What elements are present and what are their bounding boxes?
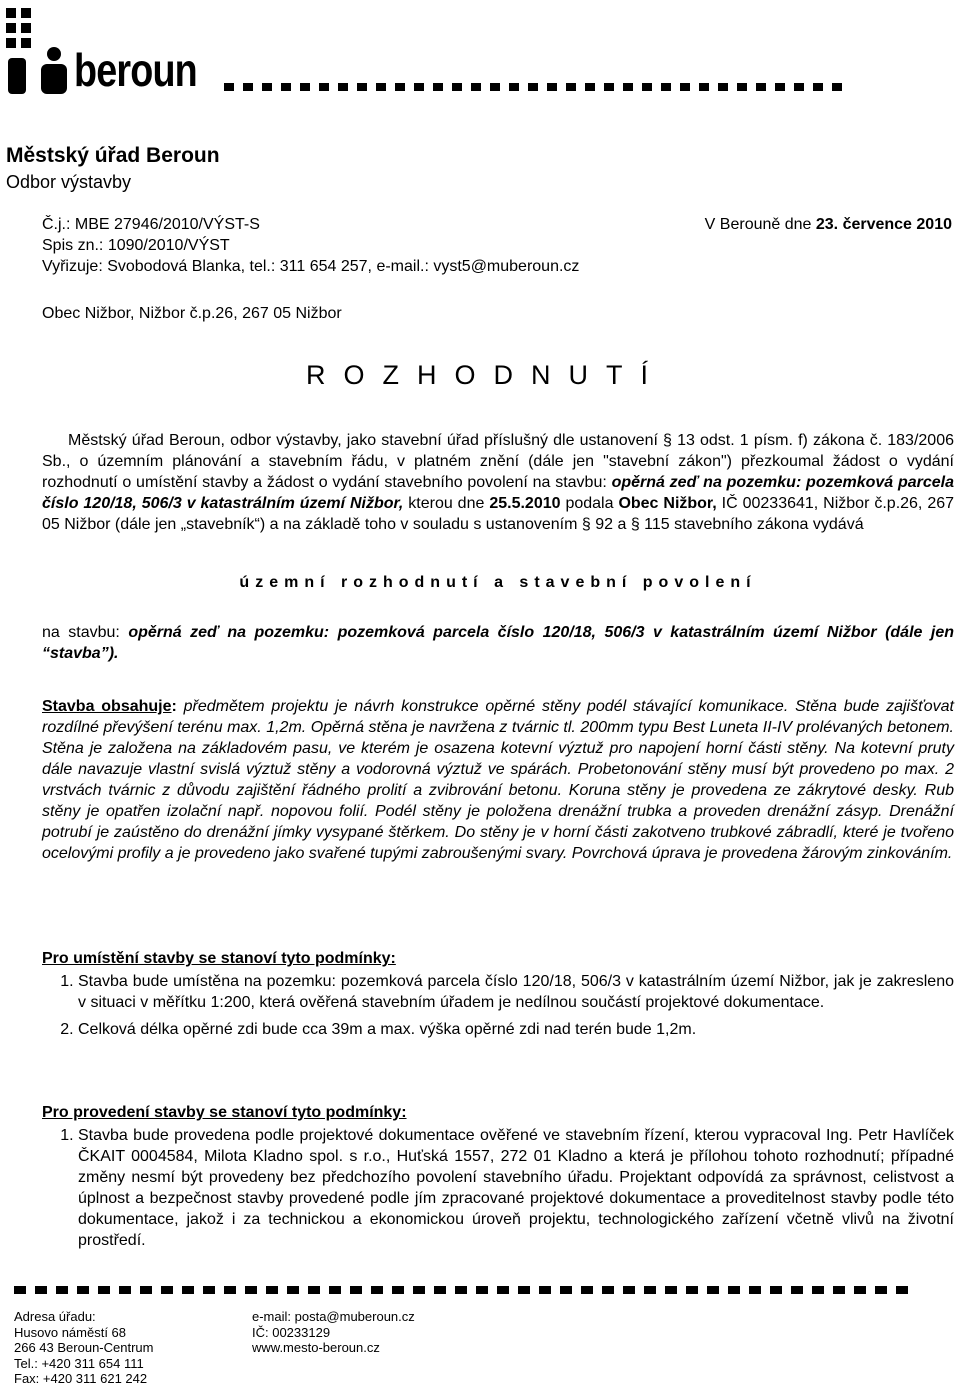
intro-building: opěrná zeď na pozemku: pozemková parcela číslo 120/18, 506/3 v katastrálním území Nižbor,	[42, 474, 955, 512]
stavba-obsahuje-text: předmětem projektu je návrh konstrukce opěrné stěny podél stávající komunikace. Stěna bude zajišťovat rozdílné převýšení terénu max. 1,2m. Opěrná stěna je navržena z tvárnic tl. 200mm typu Best Luneta II-IV prolévaných betonem. Stěna je založena na základovém pasu, ve kterém je osazena kotevní výztuž pro napojení horní části stěny. Na kotevní pruty dále navazuje vlastní svislá výztuž stěny a vodorovná výztuž ve spárách. Probetonování stěny musí být provedeno po max. 2 vrstvách tvárnic z důvodu zajištění řádného prolití a zvibrování betonu. Koruna stěny je provedena ze zákrytové desky. Rub stěny je opatřen izolační např. nopovou folií. Podél stěny je položena drenážní trubka a proveden drenážní zásyp. Drenážní potrubí je zaústěno do drenážní jímky vysypané štěrkem. Do stěny je v horní části zakotveno trubkové zábradlí, které je tvořeno ocelovými profily a je provedeno jako svařené tupými zabroušenými svary. Povrchová úprava je provedena žárovým zinkováním.	[42, 698, 955, 862]
intro-text-6: 92 a	[590, 516, 627, 533]
list-item: 2. Celková délka opěrné zdi bude cca 39m a max. výška opěrné zdi nad terén bude 1,2m.	[78, 1019, 954, 1040]
intro-applicant: Obec Nižbor,	[618, 495, 717, 512]
vyrizuje-name: Svobodová Blanka	[107, 258, 241, 275]
decision-heading: územní rozhodnutí a stavební povolení	[239, 574, 757, 591]
footer-line: 266 43 Beroun-Centrum	[14, 1340, 154, 1355]
intro-date: 25.5.2010	[489, 495, 561, 512]
date-value: 23. července 2010	[815, 216, 952, 233]
vyrizuje-label: Vyřizuje:	[42, 258, 108, 275]
intro-text-1: Městský úřad Beroun, odbor výstavby, jako stavební úřad příslušný dle ustanovení	[68, 432, 658, 449]
stavba-obsahuje-label: Stavba obsahuje	[42, 698, 172, 715]
section-sign: §	[630, 516, 640, 533]
logo-wordmark: beroun	[74, 44, 197, 96]
section-sign: §	[663, 432, 672, 449]
intro-text-5: IČ 00233641, Nižbor č.p.26, 267 05 Nižbor (dále jen „stavebník“) a na základě toho v souladu s ustanovením	[42, 495, 955, 533]
umisteni-list	[42, 971, 954, 1040]
stavba-obsahuje-paragraph	[42, 696, 954, 864]
cj-line	[42, 214, 579, 235]
footer-line: Adresa úřadu:	[14, 1309, 96, 1324]
recipient: Obec Nižbor, Nižbor č.p.26, 267 05 Nižbor	[42, 305, 342, 322]
footer-email: e-mail: posta@muberoun.cz	[252, 1309, 415, 1324]
list-item: 1. Stavba bude umístěna na pozemku: pozemková parcela číslo 120/18, 506/3 v katastrálním území Nižbor, jak je zakresleno v situaci v měřítku 1:200, která ověřená stavebním úřadem je nedílnou součástí projektové dokumentace.	[78, 971, 954, 1013]
spis-line	[42, 235, 579, 256]
intro-text-3: kterou dne	[403, 495, 490, 512]
list-item: 1. Stavba bude provedena podle projektové dokumentace ověřené ve stavebním řízení, kterou vypracoval Ing. Petr Havlíček ČKAIT 0004584, Milota Kladno spol. s r.o., Huťská 1557, 272 01 Kladno a která je přílohou tohoto rozhodnutí; případné změny nesmí být provedeny bez předchozího povolení stavebního úřadu. Projektant odpovídá za správnost, celistvost a úplnost a bezpečnost stavby provedené podle jím zpracované projektové dokumentace a proveditelnost stavby podle této dokumentace, jakož i za technickou a ekonomickou úroveň projektu, technologického zařízení včetně vlivů na životní prostředí.	[78, 1125, 954, 1251]
cj-value: MBE 27946/2010/VÝST-S	[74, 216, 260, 233]
footer-line: Fax: +420 311 621 242	[14, 1371, 148, 1386]
na-stavbu-paragraph	[42, 622, 954, 664]
footer-line: Tel.: +420 311 654 111	[14, 1355, 144, 1371]
stavba-obsahuje-colon: :	[171, 698, 177, 715]
vyrizuje-contact: , tel.: 311 654 257, e-mail.: vyst5@muberoun.cz	[240, 258, 580, 275]
footer-dotted-rule	[14, 1281, 917, 1291]
vyrizuje-line	[42, 256, 579, 277]
umisteni-heading: Pro umístění stavby se stanoví tyto podmínky:	[42, 950, 396, 967]
footer-address	[14, 1309, 153, 1387]
reference-block	[42, 214, 579, 277]
intro-text-7: 115 stavebního zákona vydává	[639, 516, 864, 533]
na-stavbu-prefix: na stavbu:	[42, 624, 129, 641]
intro-text-2: 13 odst. 1 písm. f) zákona č. 183/2006 Sb., o územním plánování a stavebním řádu, v platném znění (dále jen "stavební zákon") přezkoumal žádost o vydání rozhodnutí o umístění stavby a žádost o vydání stavebního povolení na stavbu:	[42, 432, 954, 491]
na-stavbu-building: opěrná zeď na pozemku: pozemková parcela číslo 120/18, 506/3 v katastrálním území Nižbor (dále jen “stavba”).	[42, 624, 954, 662]
umisteni-section	[42, 948, 954, 1046]
date-prefix: V Berouně dne	[704, 216, 816, 233]
cj-label: Č.j.:	[42, 216, 75, 233]
spis-value: 1090/2010/VÝST	[107, 237, 230, 254]
spis-label: Spis zn.:	[42, 237, 108, 254]
intro-paragraph	[42, 430, 954, 535]
footer-line: Husovo náměstí 68	[14, 1324, 127, 1340]
provedeni-heading: Pro provedení stavby se stanoví tyto podmínky:	[42, 1104, 407, 1121]
section-sign: §	[581, 516, 591, 533]
footer-ico: IČ: 00233129	[252, 1324, 331, 1340]
department-name: Odbor výstavby	[6, 172, 132, 192]
header-dotted-rule	[224, 78, 851, 88]
date-line	[705, 214, 952, 235]
footer-website: www.mesto-beroun.cz	[252, 1340, 380, 1355]
document-title: ROZHODNUTÍ	[306, 360, 666, 390]
provedeni-list	[42, 1125, 954, 1251]
intro-text-4: podala	[560, 495, 619, 512]
footer-contacts	[252, 1309, 415, 1356]
provedeni-section	[42, 1102, 954, 1257]
office-name: Městský úřad Beroun	[6, 144, 220, 167]
